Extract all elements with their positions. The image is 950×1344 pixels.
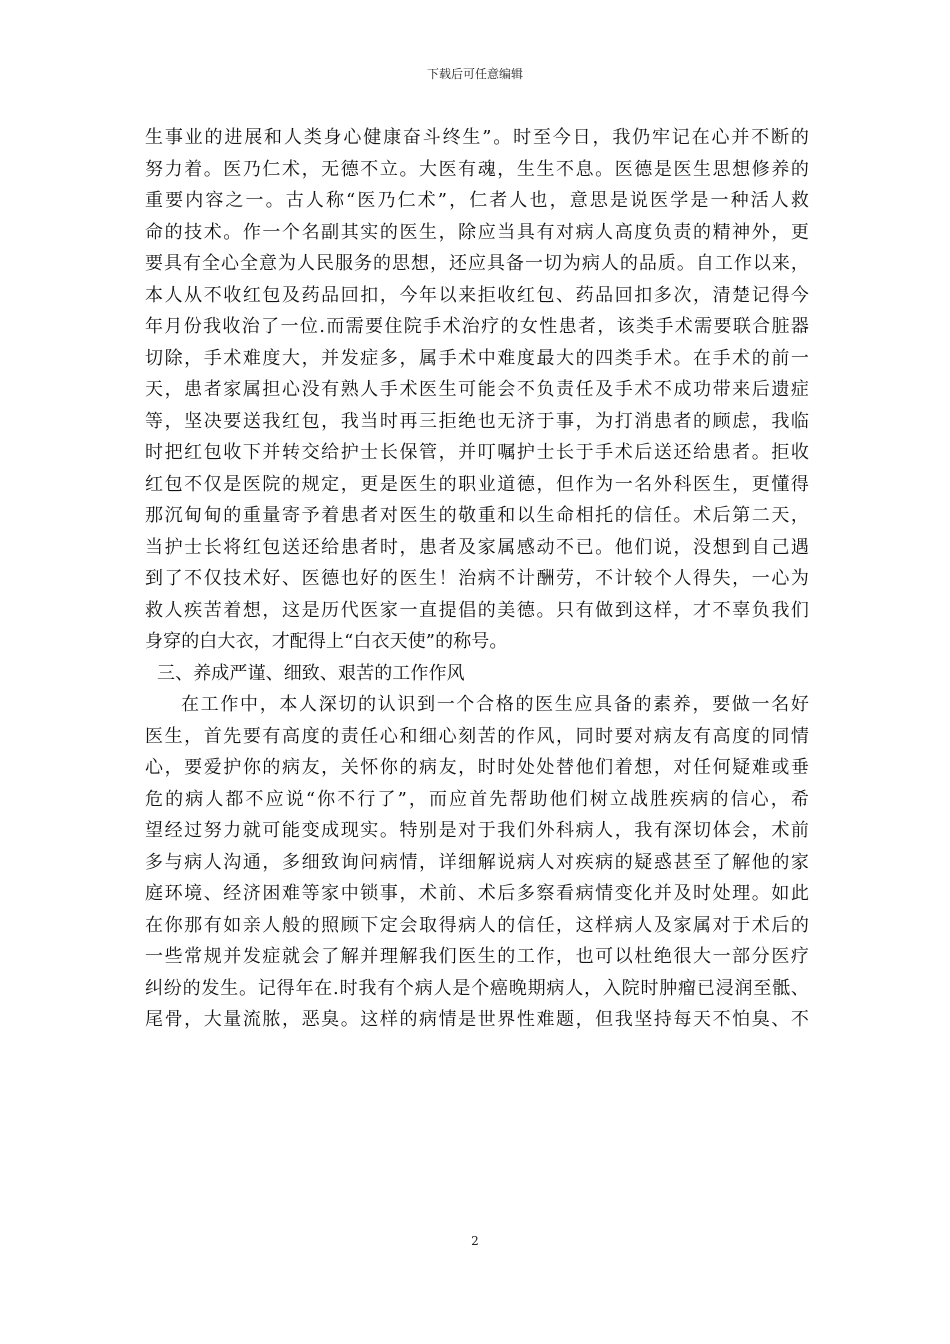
paragraph-line: 一些常规并发症就会了解并理解我们医生的工作，也可以杜绝很大一部分医疗 (145, 946, 809, 967)
body-line: 要具有全心全意为人民服务的思想，还应具备一切为病人的品质。自工作以来， (145, 253, 809, 274)
document-body (145, 122, 809, 1036)
body-line: 生事业的进展和人类身心健康奋斗终生”。时至今日，我仍牢记在心并不断的 (145, 127, 809, 148)
body-line: 到了不仅技术好、医德也好的医生！治病不计酬劳，不计较个人得失，一心为 (145, 568, 809, 589)
body-line: 救人疾苦着想，这是历代医家一直提倡的美德。只有做到这样，才不辜负我们 (145, 599, 809, 621)
page-number: 2 (471, 1234, 479, 1248)
paragraph-line: 在你那有如亲人般的照顾下定会取得病人的信任，这样病人及家属对于术后的 (145, 914, 809, 936)
body-line: 当护士长将红包送还给患者时，患者及家属感动不已。他们说，没想到自己遇 (145, 536, 809, 558)
paragraph-line: 医生，首先要有高度的责任心和细心刻苦的作风，同时要对病友有高度的同情 (145, 725, 809, 747)
body-line: 努力着。医乃仁术，无德不立。大医有魂，生生不息。医德是医生思想修养的 (145, 158, 809, 180)
paragraph-line: 庭环境、经济困难等家中锁事，术前、术后多察看病情变化并及时处理。如此 (145, 883, 809, 904)
paragraph-line: 望经过努力就可能变成现实。特别是对于我们外科病人，我有深切体会，术前 (145, 820, 809, 841)
body-line: 身穿的白大衣，才配得上“白衣天使”的称号。 (145, 631, 508, 652)
page-header: 下载后可任意编辑 (426, 67, 523, 81)
body-line: 天，患者家属担心没有熟人手术医生可能会不负责任及手术不成功带来后遗症 (145, 379, 809, 400)
section-heading: 三、养成严谨、细致、艰苦的工作作风 (157, 662, 465, 684)
body-line: 那沉甸甸的重量寄予着患者对医生的敬重和以生命相托的信任。术后第二天， (145, 505, 809, 526)
body-line: 等，坚决要送我红包，我当时再三拒绝也无济于事，为打消患者的顾虑，我临 (145, 410, 809, 432)
body-line: 切除，手术难度大，并发症多，属手术中难度最大的四类手术。在手术的前一 (145, 347, 809, 369)
body-line: 本人从不收红包及药品回扣，今年以来拒收红包、药品回扣多次，清楚记得今 (145, 284, 809, 306)
body-line: 重要内容之一。古人称“医乃仁术”，仁者人也，意思是说医学是一种活人救 (145, 190, 809, 211)
body-line: 命的技术。作一个名副其实的医生，除应当具有对病人高度负责的精神外，更 (145, 221, 809, 243)
paragraph-line: 多与病人沟通，多细致询问病情，详细解说病人对疾病的疑惑甚至了解他的家 (145, 851, 809, 873)
paragraph-line: 纠纷的发生。记得年在.时我有个病人是个癌晚期病人，入院时肿瘤已浸润至骶、 (145, 977, 809, 999)
paragraph-line: 尾骨，大量流脓，恶臭。这样的病情是世界性难题，但我坚持每天不怕臭、不 (145, 1009, 809, 1030)
body-line: 时把红包收下并转交给护士长保管，并叮嘱护士长于手术后送还给患者。拒收 (145, 442, 809, 463)
body-line: 红包不仅是医院的规定，更是医生的职业道德，但作为一名外科医生，更懂得 (145, 473, 809, 495)
body-line: 年月份我收治了一位.而需要住院手术治疗的女性患者，该类手术需要联合脏器 (145, 316, 809, 337)
paragraph-line: 危的病人都不应说“你不行了”，而应首先帮助他们树立战胜疾病的信心，希 (145, 788, 809, 810)
paragraph-line: 在工作中，本人深切的认识到一个合格的医生应具备的素养，要做一名好 (181, 694, 809, 715)
paragraph-line: 心，要爱护你的病友，关怀你的病友，时时处处替他们着想，对任何疑难或垂 (145, 757, 809, 778)
